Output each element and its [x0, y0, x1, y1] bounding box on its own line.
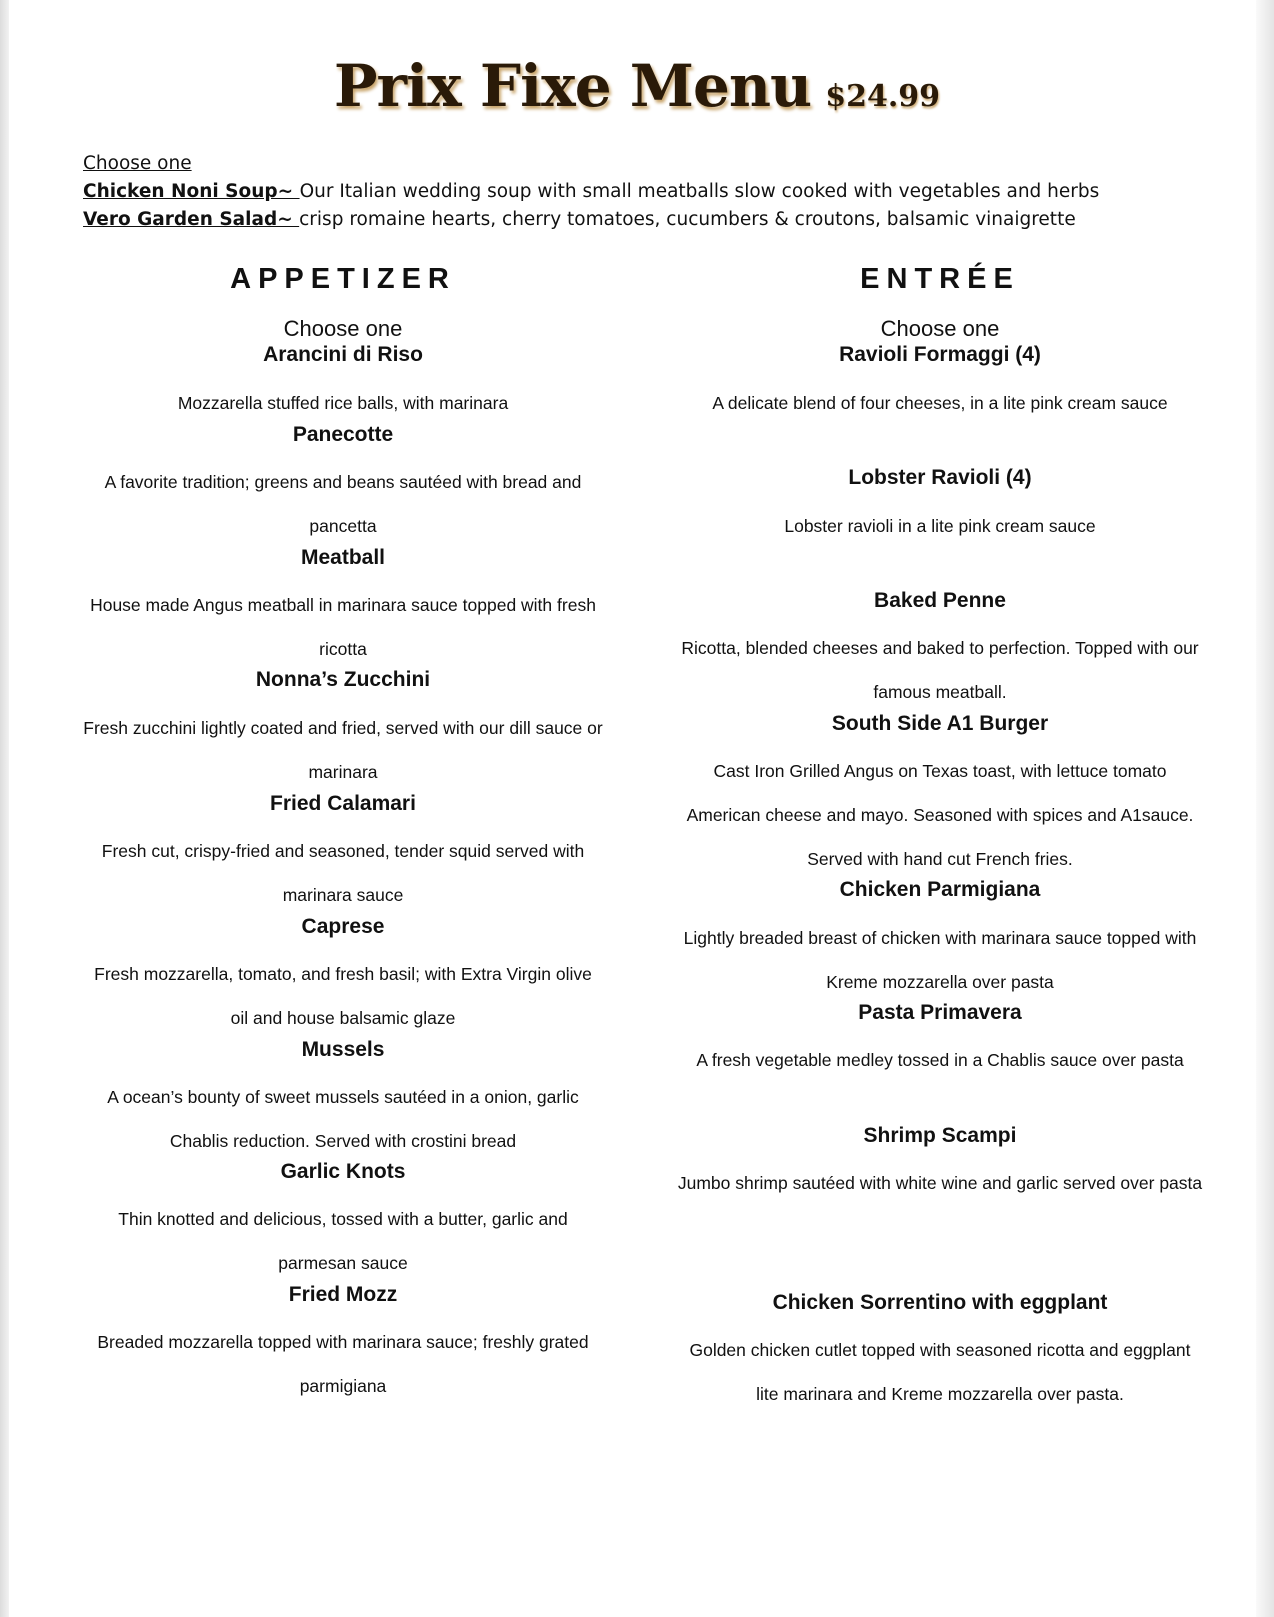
appetizer-item-name: Caprese [301, 915, 385, 938]
soup-salad-item [83, 206, 1233, 234]
menu-price: $24.99 [825, 79, 941, 114]
entree-heading: ENTRÉE [860, 263, 1020, 295]
soup-salad-item-name: Vero Garden Salad~ [83, 209, 300, 230]
entree-choose-label: Choose one [880, 316, 1000, 341]
appetizer-item-desc: Mozzarella stuffed rice balls, with marinara [177, 393, 509, 413]
entree-item-desc: Lobster ravioli in a lite pink cream sauce [784, 516, 1096, 536]
entree-item-name: South Side A1 Burger [831, 712, 1049, 735]
soup-salad-section [83, 150, 1233, 234]
soup-salad-item-desc: crisp romaine hearts, cherry tomatoes, cucumbers & croutons, balsamic vinaigrette [299, 209, 1076, 230]
appetizer-item-name: Mussels [301, 1038, 385, 1061]
appetizer-heading: APPETIZER [230, 263, 456, 295]
entree-item-name: Chicken Sorrentino with eggplant [772, 1291, 1108, 1314]
entree-item-name: Ravioli Formaggi (4) [839, 343, 1041, 366]
entree-item-name: Chicken Parmigiana [839, 878, 1041, 901]
appetizer-item-name: Meatball [300, 546, 386, 569]
appetizer-item-name: Panecotte [292, 423, 394, 446]
entree-item-desc: A delicate blend of four cheeses, in a lite pink cream sauce [712, 393, 1168, 413]
appetizer-item-desc: A favorite tradition; greens and beans sautéed with bread and pancetta [104, 472, 582, 536]
soup-salad-item [83, 178, 1233, 206]
appetizer-item-desc: House made Angus meatball in marinara sauce topped with fresh ricotta [90, 595, 596, 659]
soup-salad-item-desc: Our Italian wedding soup with small meatballs slow cooked with vegetables and herbs [299, 181, 1100, 202]
menu-title-text: Prix Fixe Menu [333, 52, 812, 120]
appetizer-item-name: Arancini di Riso [263, 343, 423, 366]
appetizer-item-name: Fried Mozz [288, 1283, 398, 1306]
entree-item-desc: Cast Iron Grilled Angus on Texas toast, with lettuce tomato American cheese and mayo. Seasoned with spices and A1sauce. Served with hand cut French fries. [686, 761, 1194, 869]
entree-item-name: Baked Penne [874, 589, 1006, 612]
appetizer-item-name: Nonna’s Zucchini [255, 668, 431, 691]
appetizer-item-name: Garlic Knots [280, 1160, 406, 1183]
entree-item-desc: A fresh vegetable medley tossed in a Chablis sauce over pasta [696, 1050, 1184, 1070]
appetizer-item-name: Fried Calamari [270, 792, 416, 815]
menu-title [0, 52, 1274, 120]
appetizer-item-desc: Thin knotted and delicious, tossed with a butter, garlic and parmesan sauce [118, 1209, 568, 1273]
entree-item-desc: Golden chicken cutlet topped with seasoned ricotta and eggplant lite marinara and Kreme mozzarella over pasta. [689, 1340, 1191, 1404]
entree-item-name: Lobster Ravioli (4) [848, 466, 1032, 489]
soup-salad-choose-label [83, 150, 1233, 178]
entree-item-name: Pasta Primavera [858, 1001, 1022, 1024]
appetizer-item-desc: Fresh cut, crispy-fried and seasoned, tender squid served with marinara sauce [101, 841, 585, 905]
entree-item-name: Shrimp Scampi [863, 1124, 1017, 1147]
appetizer-item-desc: Fresh mozzarella, tomato, and fresh basil; with Extra Virgin olive oil and house balsamic glaze [94, 964, 592, 1028]
appetizer-item-desc: Fresh zucchini lightly coated and fried, served with our dill sauce or marinara [83, 718, 603, 782]
choose-one-label: Choose one [83, 153, 192, 174]
appetizer-item-desc: A ocean’s bounty of sweet mussels sautéed in a onion, garlic Chablis reduction. Served with crostini bread [107, 1087, 579, 1151]
appetizer-item-desc: Breaded mozzarella topped with marinara sauce; freshly grated parmigiana [97, 1332, 589, 1396]
soup-salad-item-name: Chicken Noni Soup~ [83, 181, 300, 202]
entree-item-desc: Lightly breaded breast of chicken with marinara sauce topped with Kreme mozzarella over pasta [683, 928, 1197, 992]
entree-item-desc: Jumbo shrimp sautéed with white wine and garlic served over pasta [677, 1173, 1203, 1193]
appetizer-choose-label: Choose one [283, 316, 403, 341]
entree-item-desc: Ricotta, blended cheeses and baked to perfection. Topped with our famous meatball. [681, 638, 1199, 702]
